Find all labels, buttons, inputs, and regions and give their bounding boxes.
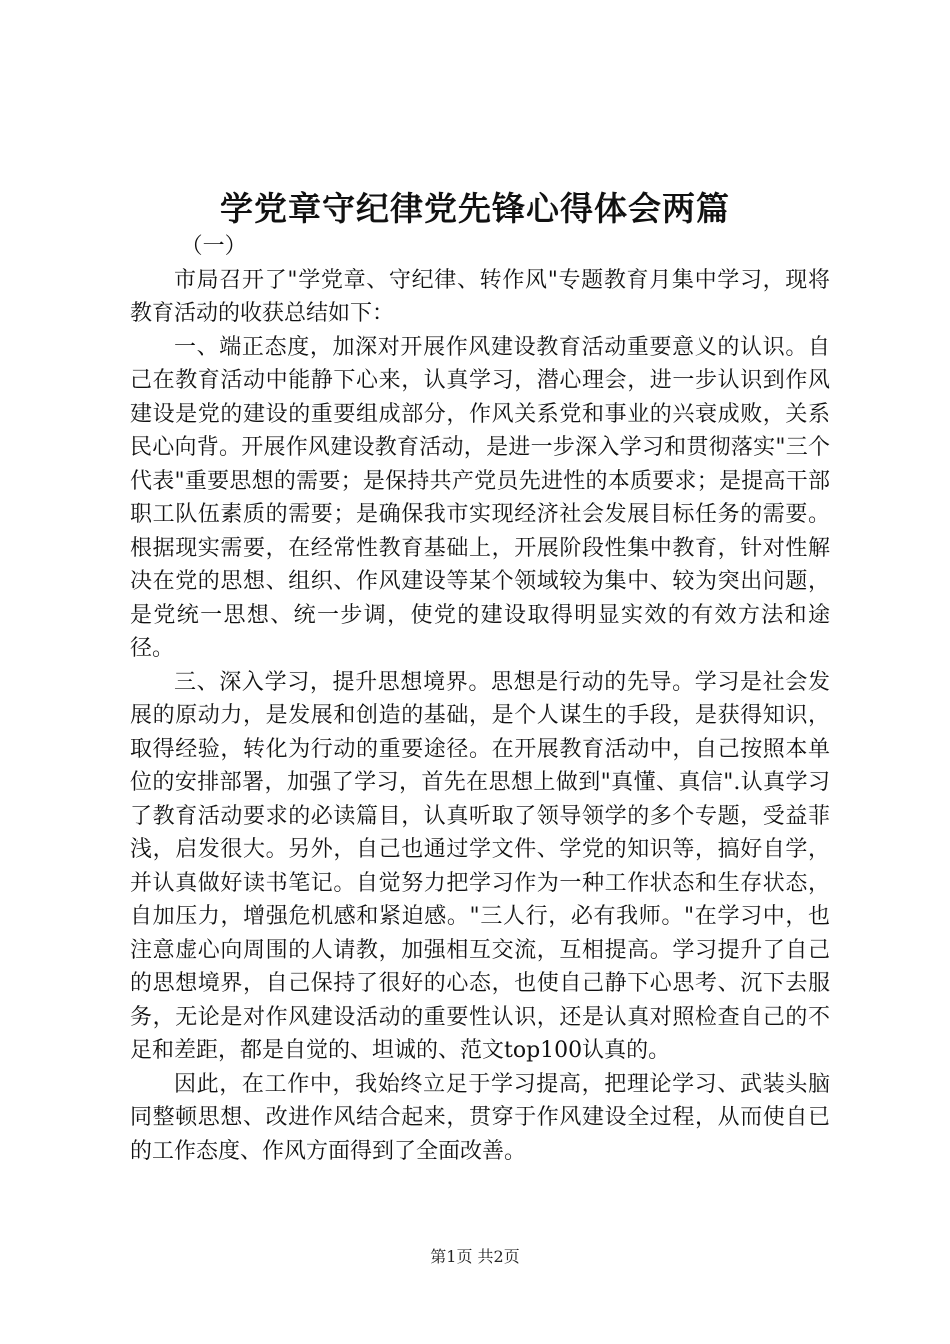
intro-paragraph: 市局召开了"学党章、守纪律、转作风"专题教育月集中学习，现将教育活动的收获总结如下： bbox=[130, 267, 830, 326]
page-number: 第1页 共2页 bbox=[430, 1247, 520, 1266]
section-number: （一） bbox=[180, 234, 247, 259]
document-body bbox=[130, 230, 830, 1168]
body-paragraph-attitude: 一、端正态度，加深对开展作风建设教育活动重要意义的认识。自己在教育活动中能静下心来，认真学习，潜心理会，进一步认识到作风建设是党的建设的重要组成部分，作风关系党和事业的兴衰成败，关系民心向背。开展作风建设教育活动，是进一步深入学习和贯彻落实"三个代表"重要思想的需要；是保持共产党员先进性的本质要求；是提高干部职工队伍素质的需要；是确保我市实现经济社会发展目标任务的需要。根据现实需要，在经常性教育基础上，开展阶段性集中教育，针对性解决在党的思想、组织、作风建设等某个领域较为集中、较为突出问题，是党统一思想、统一步调，使党的建设取得明显实效的有效方法和途径。 bbox=[130, 334, 830, 661]
conclusion-paragraph: 因此，在工作中，我始终立足于学习提高，把理论学习、武装头脑同整顿思想、改进作风结合起来，贯穿于作风建设全过程，从而使自已的工作态度、作风方面得到了全面改善。 bbox=[130, 1071, 830, 1164]
document-title: 学党章守纪律党先锋心得体会两篇 bbox=[220, 189, 730, 228]
body-paragraph-study: 三、深入学习，提升思想境界。思想是行动的先导。学习是社会发展的原动力，是发展和创造的基础，是个人谋生的手段，是获得知识，取得经验，转化为行动的重要途径。在开展教育活动中，自己按照本单位的安排部署，加强了学习，首先在思想上做到"真懂、真信".认真学习了教育活动要求的必读篇目，认真听取了领导领学的多个专题，受益菲浅，启发很大。另外，自己也通过学文件、学党的知识等，搞好自学，并认真做好读书笔记。自觉努力把学习作为一种工作状态和生存状态，自加压力，增强危机感和紧迫感。"三人行，必有我师。"在学习中，也注意虚心向周围的人请教，加强相互交流，互相提高。学习提升了自己的思想境界，自己保持了很好的心态，也使自己静下心思考、沉下去服务，无论是对作风建设活动的重要性认识，还是认真对照检查自己的不足和差距，都是自觉的、坦诚的、范文top100认真的。 bbox=[130, 669, 830, 1063]
